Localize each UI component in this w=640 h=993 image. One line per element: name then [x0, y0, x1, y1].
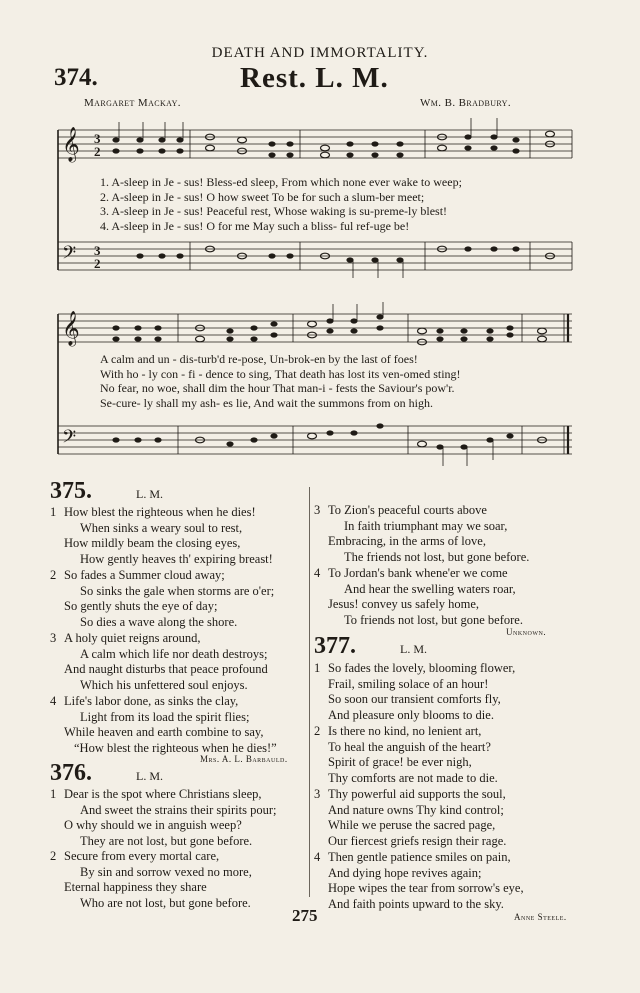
verse-line: Then gentle patience smiles on pain,	[328, 850, 511, 864]
hymn-375-meter: L. M.	[136, 487, 163, 501]
verse-number: 2	[50, 849, 57, 863]
hymn-374-author: Margaret Mackay.	[84, 97, 181, 109]
verse-line: To friends not lost, but gone before.	[344, 612, 523, 627]
verse-line: And dying hope revives again;	[328, 865, 482, 880]
verse-number: 4	[314, 566, 321, 580]
verse-line: Our fiercest griefs resign their rage.	[328, 833, 507, 848]
verse-line: The friends not lost, but gone before.	[344, 549, 530, 564]
lyric-line: Se-cure- ly shall my ash- es lie, And wait the summons from on high.	[100, 395, 433, 410]
hymn-376-verse-3	[314, 503, 529, 565]
verse-line: Dear is the spot where Christians sleep,	[64, 787, 262, 801]
column-divider	[309, 487, 310, 897]
verse-line: So gently shuts the eye of day;	[64, 599, 218, 613]
verse-line: And nature owns Thy kind control;	[328, 802, 504, 817]
verse-line: Who are not lost, but gone before.	[80, 895, 251, 910]
verse-line: In faith triumphant may we soar,	[344, 518, 508, 533]
hymn-376-number: 376.	[50, 760, 92, 786]
verse-line: And faith points upward to the sky.	[328, 896, 504, 911]
verse-line: When sinks a weary soul to rest,	[80, 520, 243, 535]
verse-line: Thy comforts are not made to die.	[328, 770, 498, 785]
verse-line: So soon our transient comforts fly,	[328, 692, 501, 706]
svg-text:𝄞: 𝄞	[62, 127, 80, 162]
tune-name: Rest.	[240, 62, 308, 94]
hymn-375-number: 375.	[50, 478, 92, 504]
verse-line: Hope wipes the tear from sorrow's eye,	[328, 881, 524, 895]
lyric-line: 4. A-sleep in Je - sus! O for me May such a bliss- ful ref-uge be!	[100, 218, 410, 233]
section-title: DEATH AND IMMORTALITY.	[211, 45, 429, 61]
hymn-374-composer: Wm. B. Bradbury.	[420, 97, 511, 109]
svg-text:3: 3	[94, 243, 101, 258]
svg-text:𝄢: 𝄢	[62, 427, 77, 452]
hymn-375-verse-1	[50, 505, 273, 567]
hymn-376-meter: L. M.	[136, 769, 163, 783]
verse-line: To Jordan's bank whene'er we come	[328, 566, 508, 580]
hymn-375-heading	[50, 478, 163, 505]
verse-number: 2	[50, 568, 57, 582]
lyric-line: With ho - ly con - fi - dence to sing, That death has lost its ven-omed sting!	[100, 366, 461, 381]
svg-text:3: 3	[94, 131, 101, 146]
verse-line: So dies a wave along the shore.	[80, 614, 238, 629]
verse-line: Secure from every mortal care,	[64, 849, 220, 863]
verse-line: Embracing, in the arms of love,	[328, 534, 486, 548]
hymn-377-attribution: Anne Steele.	[514, 912, 567, 922]
hymn-377-verse-2	[314, 724, 498, 786]
verse-line: How blest the righteous when he dies!	[64, 505, 256, 519]
verse-line: A calm which life nor death destroys;	[80, 646, 268, 661]
verse-line: How mildly beam the closing eyes,	[64, 536, 241, 550]
verse-line: How gently heaves th' expiring breast!	[80, 551, 273, 566]
verse-line: O why should we in anguish weep?	[64, 818, 242, 832]
lyric-line: 3. A-sleep in Je - sus! Peaceful rest, Whose waking is su-preme-ly blest!	[100, 204, 448, 218]
verse-line: To Zion's peaceful courts above	[328, 503, 487, 517]
lyric-line: 1. A-sleep in Je - sus! Bless-ed sleep, From which none ever wake to weep;	[100, 175, 462, 189]
hymn-377-verse-3	[314, 787, 506, 849]
page-number: 275	[292, 906, 318, 925]
svg-text:𝄢: 𝄢	[62, 243, 77, 268]
verse-line: And sweet the strains their spirits pour;	[80, 802, 277, 817]
verse-line: Jesus! convey us safely home,	[328, 597, 480, 611]
hymn-377-verse-1	[314, 661, 515, 723]
hymn-377-meter: L. M.	[400, 642, 427, 656]
hymn-375-verse-3	[50, 631, 268, 693]
verse-line: Thy powerful aid supports the soul,	[328, 787, 506, 801]
verse-line: Spirit of grace! be ever nigh,	[328, 755, 472, 769]
hymn-374-lyrics-2	[100, 352, 461, 410]
svg-text:𝄞: 𝄞	[62, 311, 80, 346]
verse-line: A holy quiet reigns around,	[64, 631, 201, 645]
verse-line: Life's labor done, as sinks the clay,	[64, 694, 239, 708]
verse-number: 2	[314, 724, 321, 738]
hymn-375-attribution: Mrs. A. L. Barbauld.	[200, 754, 288, 764]
verse-line: Light from its load the spirit flies;	[80, 709, 250, 724]
verse-line: While heaven and earth combine to say,	[64, 725, 264, 739]
verse-line: By sin and sorrow vexed no more,	[80, 864, 252, 879]
verse-line: They are not lost, but gone before.	[80, 833, 253, 848]
verse-line: And hear the swelling waters roar,	[344, 581, 516, 596]
hymn-376-verse-1	[50, 787, 277, 849]
hymn-377-heading	[314, 633, 427, 660]
hymn-375-verse-2	[50, 568, 274, 630]
verse-number: 3	[314, 787, 321, 801]
lyric-line: A calm and un - dis-turb'd re-pose, Un-brok-en by the last of foes!	[100, 352, 418, 366]
hymn-374-lyrics-1	[100, 175, 462, 233]
verse-line: Which his unfettered soul enjoys.	[80, 677, 248, 692]
verse-line: And naught disturbs that peace profound	[64, 662, 268, 676]
hymn-376-attribution: Unknown.	[506, 627, 547, 637]
hymn-374-title	[240, 62, 389, 95]
verse-line: And pleasure only blooms to die.	[328, 707, 494, 722]
verse-line: Frail, smiling solace of an hour!	[328, 676, 489, 691]
verse-number: 1	[314, 661, 321, 675]
tune-meter: L. M.	[315, 62, 389, 94]
svg-text:2: 2	[94, 256, 101, 271]
hymn-377-verse-4	[314, 850, 524, 912]
hymn-377-number: 377.	[314, 633, 356, 659]
hymn-376-verse-4	[314, 566, 523, 628]
verse-line: Eternal happiness they share	[64, 880, 207, 894]
lyric-line: No fear, no woe, shall dim the hour That man-i - fests the Saviour's pow'r.	[100, 381, 455, 395]
verse-number: 3	[50, 631, 57, 645]
hymn-376-heading	[50, 760, 163, 787]
verse-line: So fades a Summer cloud away;	[64, 568, 225, 582]
verse-number: 3	[314, 503, 321, 517]
lyric-line: 2. A-sleep in Je - sus! O how sweet To be for such a slum-ber meet;	[100, 189, 425, 204]
verse-number: 1	[50, 505, 57, 519]
verse-line: While we peruse the sacred page,	[328, 818, 496, 832]
verse-number: 1	[50, 787, 57, 801]
verse-line: “How blest the righteous when he dies!”	[74, 740, 277, 755]
hymn-374-number: 374.	[54, 64, 98, 91]
verse-line: To heal the anguish of the heart?	[328, 739, 491, 754]
verse-line: So sinks the gale when storms are o'er;	[80, 583, 275, 598]
verse-number: 4	[314, 850, 321, 864]
hymn-375-verse-4	[50, 694, 277, 756]
svg-text:2: 2	[94, 144, 101, 159]
verse-number: 4	[50, 694, 57, 708]
verse-line: Is there no kind, no lenient art,	[328, 724, 482, 738]
verse-line: So fades the lovely, blooming flower,	[328, 661, 516, 675]
hymn-376-verse-2	[50, 849, 252, 911]
